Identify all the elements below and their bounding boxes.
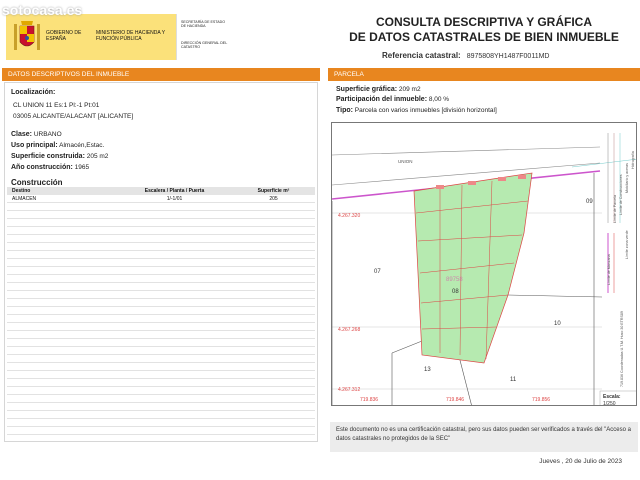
cell-superficie: 205 [269, 196, 278, 202]
section-header-parcela: PARCELA [328, 68, 640, 81]
coord-label: 719.856 [532, 397, 551, 403]
empty-table-row [7, 267, 315, 275]
parcel-number: 10 [554, 321, 561, 327]
ministerio-text: MINISTERIO DE HACIENDA Y FUNCIÓN PÚBLICA [96, 30, 165, 42]
legend-text: Mobiliario y aceras [625, 163, 629, 193]
verification-notice: Este documento no es una certificación catastral, pero sus datos pueden ser verificados a través del "Acceso a datos catastrales no protegidos de la SEC" [330, 422, 638, 452]
empty-table-row [7, 259, 315, 267]
utm-note: 719.836 Coordenadas U.T.M. Huso 30 ETRS89 [620, 311, 624, 387]
construccion-heading: Construcción [11, 178, 63, 187]
parcel-number: 09 [586, 199, 593, 205]
uso-label: Uso principal: [11, 142, 58, 149]
table-row [7, 195, 315, 203]
col-superficie: Superficie m² [257, 188, 290, 194]
col-escalera: Escalera / Planta / Puerta [144, 188, 205, 194]
clase-label: Clase: [11, 131, 33, 138]
parcel-number: 13 [424, 367, 431, 373]
spain-coat-of-arms-icon [10, 18, 44, 56]
address-line-2: 03005 ALICANTE/ALACANT [ALICANTE] [13, 113, 134, 120]
gobierno-text: GOBIERNO DE ESPAÑA [46, 30, 82, 42]
participacion-label: Participación del inmueble: [336, 96, 428, 103]
title-line-2: DE DATOS CATASTRALES DE BIEN INMUEBLE [349, 30, 619, 44]
cell-destino: ALMACEN [12, 196, 37, 202]
address-line-1: CL UNION 11 Es:1 Pl:-1 Pt:01 [13, 102, 100, 109]
coord-label: 4.267.268 [338, 327, 361, 333]
parcel-number: 07 [374, 269, 381, 275]
empty-table-row [7, 243, 315, 251]
empty-table-row [7, 203, 315, 211]
tipo-value: Parcela con varios inmuebles [división horizontal] [354, 107, 497, 114]
empty-table-row [7, 379, 315, 387]
empty-table-row [7, 291, 315, 299]
cell-escalera: 1/-1/01 [166, 196, 183, 202]
empty-table-row [7, 235, 315, 243]
referencia-catastral [382, 51, 549, 60]
secretaria-text: SECRETARÍA DE ESTADO DE HACIENDA [181, 20, 225, 29]
sup-grafica-label: Superficie gráfica: [336, 86, 398, 93]
cadastral-map-svg [332, 123, 637, 406]
legend-text: Hidrografía [631, 151, 635, 169]
anio-label: Año construcción: [11, 164, 73, 171]
title-line-1: CONSULTA DESCRIPTIVA Y GRÁFICA [375, 15, 592, 29]
empty-table-row [7, 307, 315, 315]
ref-value: 8975808YH1487F0011MD [466, 53, 550, 60]
superficie-label: Superficie construida: [11, 153, 85, 160]
parcel-outline [508, 295, 602, 297]
empty-table-row [7, 275, 315, 283]
coord-label: 4.267.312 [338, 387, 361, 393]
coord-label: 719.846 [446, 397, 465, 403]
highlighted-parcel [414, 173, 532, 363]
empty-table-row [7, 251, 315, 259]
escala-value: 1/250 [603, 401, 616, 406]
secretaria-box [176, 14, 230, 60]
tipo-label: Tipo: [336, 107, 353, 114]
clase-value: URBANO [33, 131, 62, 138]
localizacion-label: Localización: [11, 89, 56, 96]
empty-table-row [7, 219, 315, 227]
empty-table-row [7, 371, 315, 379]
map-legend [607, 133, 635, 387]
legend-text: Límite zona verde [625, 230, 629, 259]
empty-table-row [7, 227, 315, 235]
empty-table-row [7, 395, 315, 403]
street-edge [332, 147, 600, 155]
legend-text: Límite de Manzana [607, 254, 611, 285]
empty-table-row [7, 315, 315, 323]
empty-table-row [7, 339, 315, 347]
parcel-number: 11 [510, 377, 517, 383]
escala-label: Escala: [603, 394, 621, 400]
coord-label: 4.267.320 [338, 213, 361, 219]
construccion-table [7, 187, 315, 435]
direccion-text: DIRECCIÓN GENERAL DEL CATASTRO [181, 41, 228, 50]
parcel-ref-label: 89758 [446, 277, 463, 283]
document-title [330, 15, 638, 45]
empty-table-row [7, 355, 315, 363]
empty-rows [7, 203, 315, 435]
empty-table-row [7, 387, 315, 395]
superficie-value: 205 m2 [86, 153, 109, 160]
empty-table-row [7, 411, 315, 419]
empty-table-row [7, 347, 315, 355]
watermark: sotocasa.es [2, 2, 83, 18]
empty-table-row [7, 427, 315, 435]
sup-grafica-value: 209 m2 [398, 86, 421, 93]
anio-value: 1965 [74, 164, 90, 171]
street-edge [332, 163, 600, 185]
datos-panel [4, 82, 318, 442]
legend-text: Límite de Construcciones [619, 174, 623, 215]
uso-value: Almacén,Estac. [59, 142, 105, 149]
coord-label: 719.836 [360, 397, 379, 403]
empty-table-row [7, 331, 315, 339]
street-name: UNION [398, 159, 413, 164]
empty-table-row [7, 211, 315, 219]
empty-table-row [7, 283, 315, 291]
col-destino: Destino [12, 188, 31, 194]
empty-table-row [7, 323, 315, 331]
empty-table-row [7, 403, 315, 411]
parcel-map [331, 122, 637, 406]
ref-label: Referencia catastral: [382, 51, 461, 60]
table-header [7, 187, 315, 195]
empty-table-row [7, 363, 315, 371]
parcel-number: 08 [452, 289, 459, 295]
section-header-datos: DATOS DESCRIPTIVOS DEL INMUEBLE [2, 68, 320, 81]
legend-text: Límite de Parcela [613, 195, 617, 223]
empty-table-row [7, 299, 315, 307]
empty-table-row [7, 419, 315, 427]
participacion-value: 8,00 % [428, 96, 450, 103]
document-date: Jueves , 20 de Julio de 2023 [539, 458, 622, 465]
